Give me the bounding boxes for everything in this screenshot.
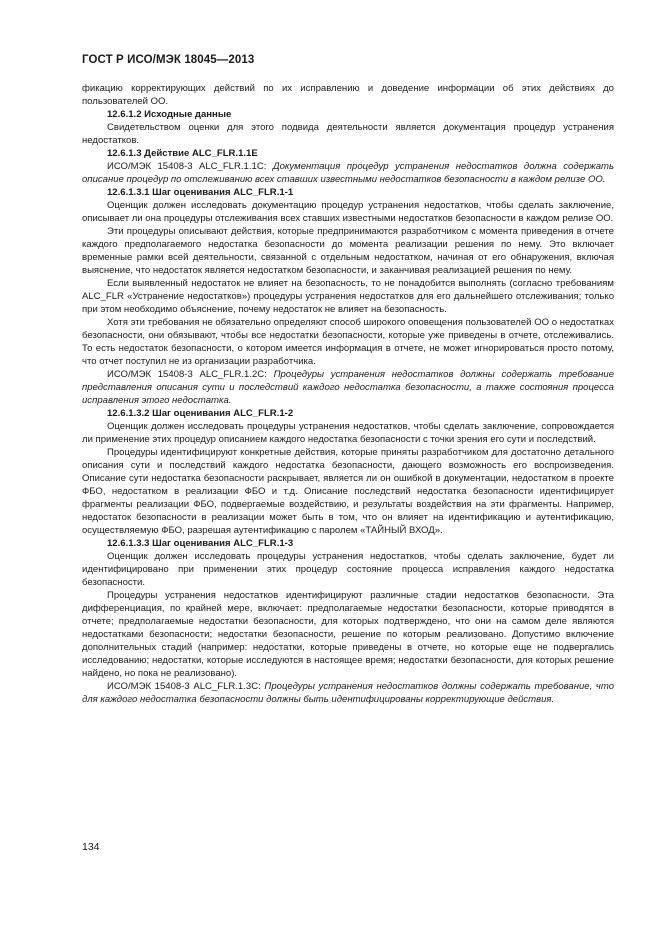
paragraph: фикацию корректирующих действий по их исправлению и доведение информации об этих действиях до пользователей ОО.	[82, 83, 614, 107]
requirement-text: Документация процедур устранения недостатков должна содержать описание процедур по отслеживанию всех ставших известными недостатков безопасности в каждом релизе ОО.	[82, 161, 615, 185]
paragraph: Оценщик должен исследовать документацию процедур устранения недостатков, чтобы сделать заключение, описывает ли она процедуры отслеживания всех ставших известными недостатков безопасности в каждом релизе ОО.	[82, 200, 614, 224]
page-number: 134	[82, 841, 100, 853]
section-heading: 12.6.1.3.2 Шаг оценивания ALC_FLR.1-2	[107, 408, 294, 419]
section-heading: 12.6.1.3.1 Шаг оценивания ALC_FLR.1-1	[107, 187, 294, 198]
paragraph: Хотя эти требования не обязательно определяют способ широкого оповещения пользователей ОО о недостатках безопасности, они обязывают, чтобы все недостатки безопасности, которые уже приведены в отчете, отслеживались. То есть недостаток безопасности, о котором имеется информация в отчете, не может игнорироваться просто потому, что отчет поступил не из организации разработчика.	[82, 317, 614, 367]
document-header: ГОСТ Р ИСО/МЭК 18045—2013	[82, 54, 255, 66]
requirement-quote	[82, 160, 614, 186]
requirement-quote	[82, 368, 614, 407]
section-heading: 12.6.1.2 Исходные данные	[107, 109, 232, 120]
paragraph: Оценщик должен исследовать процедуры устранения недостатков, чтобы сделать заключение, сопровождается ли применение этих процедур описанием каждого недостатка безопасности с точки зрения его сути и последствий.	[82, 421, 614, 445]
requirement-reference: ИСО/МЭК 15408-3 ALC_FLR.1.3C:	[107, 681, 261, 692]
requirement-text: Процедуры устранения недостатков должны содержать требование, что для каждого недостатка безопасности должны быть идентифицированы корректирующие действия.	[82, 681, 615, 705]
section-heading: 12.6.1.3 Действие ALC_FLR.1.1E	[107, 148, 258, 159]
requirement-text: Процедуры устранения недостатков должны содержать требование представления описания сути и последствий каждого недостатка безопасности, а также состояния процесса исправления этого недостатка.	[82, 369, 614, 406]
section-heading: 12.6.1.3.3 Шаг оценивания ALC_FLR.1-3	[107, 538, 294, 549]
paragraph: Эти процедуры описывают действия, которые предпринимаются разработчиком с момента приведения в отчете каждого предполагаемого недостатка безопасности до момента реализации решения по нему. Это включает временные рамки всей деятельности, связанной с отдельным недостатком, начиная от его обнаружения, включая выяснение, что недостаток является недостатком безопасности, и заканчивая реализацией решения по нему.	[82, 226, 614, 276]
paragraph: Если выявленный недостаток не влияет на безопасность, то не понадобится выполнять (согласно требованиям ALC_FLR «Устранение недостатков») процедуры устранения недостатков для его дальнейшего отслеживания; только при этом необходимо объяснение, почему недостаток не влияет на безопасность.	[82, 278, 614, 315]
paragraph: Свидетельством оценки для этого подвида деятельности является документация процедур устранения недостатков.	[82, 122, 614, 146]
paragraph: Процедуры устранения недостатков идентифицируют различные стадии недостатков безопасности. Эта дифференциация, по крайней мере, включает: предполагаемые недостатки безопасности, которые приводятся в отчете; предполагаемые недостатки безопасности, для которых подтверждено, что они на самом деле являются недостатками безопасности; недостатки безопасности, решение по которым реализовано. Допустимо включение дополнительных стадий (например: недостатки, которые приведены в отчете, но которые еще не подвергались исследованию; недостатки, которые исследуются в настоящее время; недостатки безопасности, для которых решение найдено, но пока не реализовано).	[82, 590, 614, 679]
requirement-quote	[82, 680, 614, 706]
requirement-reference: ИСО/МЭК 15408-3 ALC_FLR.1.1C:	[107, 161, 267, 172]
paragraph: Процедуры идентифицируют конкретные действия, которые приняты разработчиком для достаточно детального описания сути и последствий каждого недостатка безопасности, дающего возможность его воспроизведения. Описание сути недостатка безопасности раскрывает, является ли он ошибкой в документации, недостатком в проекте ФБО, недостатком в реализации ФБО и т.д. Описание последствий недостатка безопасности идентифицирует фрагменты реализации ФБО, подвергаемые воздействию, и результаты воздействия на эти фрагменты. Например, недостаток безопасности в реализации может быть в том, что он влияет на идентификацию и аутентификацию, осуществляемую ФБО, разрешая аутентификацию с паролем «ТАЙНЫЙ ВХОД».	[82, 447, 614, 536]
paragraph: Оценщик должен исследовать процедуры устранения недостатков, чтобы сделать заключение, будет ли идентифицировано при применении этих процедур состояние процесса исправления каждого недостатка безопасности.	[82, 551, 614, 588]
requirement-reference: ИСО/МЭК 15408-3 ALC_FLR.1.2C:	[107, 369, 267, 380]
document-body	[82, 82, 614, 706]
